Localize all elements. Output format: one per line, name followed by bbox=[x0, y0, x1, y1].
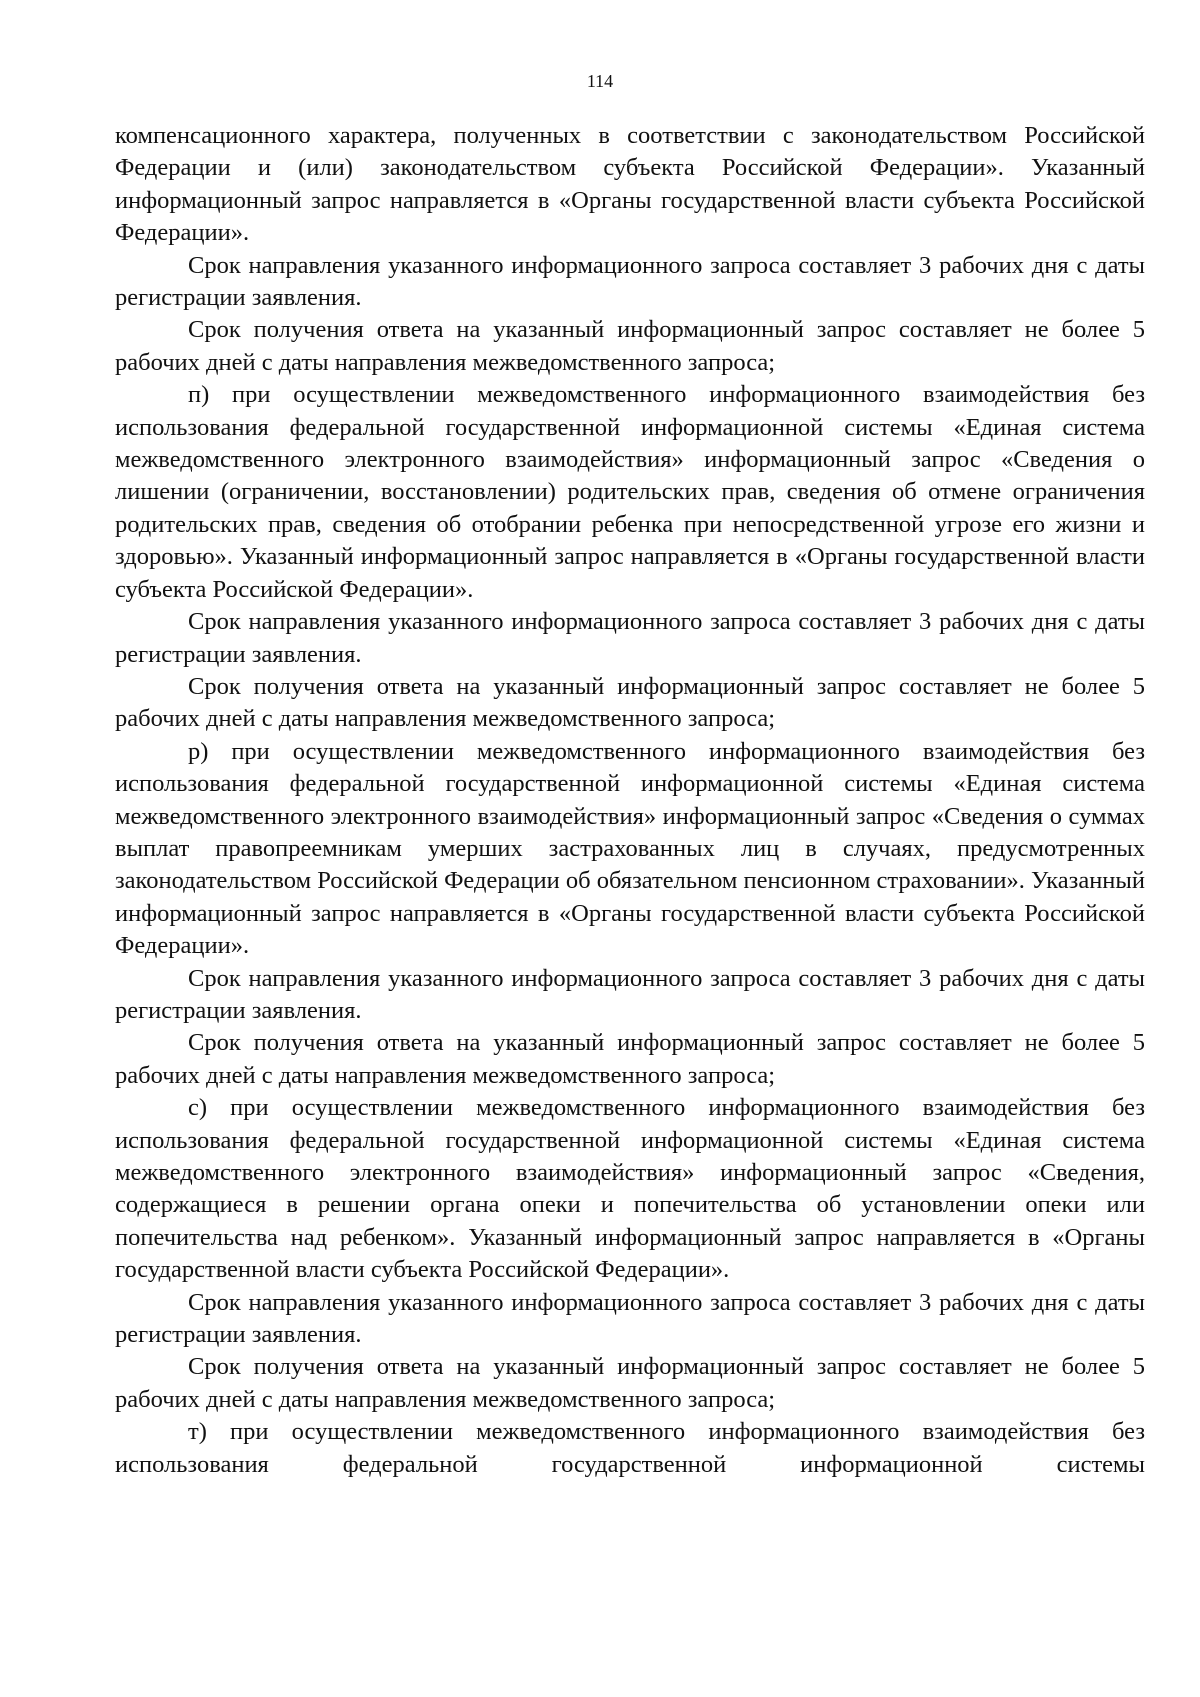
paragraph-p03: Срок получения ответа на указанный информационный запрос составляет не более 5 рабочих дней с даты направления межведомственного запроса; bbox=[115, 316, 1145, 376]
paragraph-p09: Срок получения ответа на указанный информационный запрос составляет не более 5 рабочих дней с даты направления межведомственного запроса; bbox=[115, 1029, 1145, 1089]
paragraph-p06: Срок получения ответа на указанный информационный запрос составляет не более 5 рабочих дней с даты направления межведомственного запроса; bbox=[115, 672, 1145, 733]
paragraph-p07: р) при осуществлении межведомственного информационного взаимодействия без использования федеральной государственной информационной системы «Единая система межведомственного электронного взаимодействия» информационный запрос «Сведения о суммах выплат правопреемникам умерших застрахованных лиц в случаях, предусмотренных законодательством Российской Федерации об обязательном пенсионном страховании». Указанный информационный запрос направляется в «Органы государственной власти субъекта Российской Федерации». bbox=[115, 737, 1145, 960]
paragraph-p12: Срок получения ответа на указанный информационный запрос составляет не более 5 рабочих дней с даты направления межведомственного запроса; bbox=[115, 1353, 1145, 1413]
paragraph-p08: Срок направления указанного информационного запроса составляет 3 рабочих дня с даты регистрации заявления. bbox=[115, 964, 1145, 1024]
paragraph-p01: компенсационного характера, полученных в соответствии с законодательством Российской Федерации и (или) законодательством субъекта Российской Федерации». Указанный информационный запрос направляется в «Органы государственной власти субъекта Российской Федерации». bbox=[115, 122, 1145, 247]
paragraph-p02: Срок направления указанного информационного запроса составляет 3 рабочих дня с даты регистрации заявления. bbox=[115, 251, 1145, 312]
page-number: 114 bbox=[586, 71, 614, 91]
paragraph-p05: Срок направления указанного информационного запроса составляет 3 рабочих дня с даты регистрации заявления. bbox=[115, 608, 1145, 668]
paragraph-p11: Срок направления указанного информационного запроса составляет 3 рабочих дня с даты регистрации заявления. bbox=[115, 1288, 1145, 1349]
paragraph-p10: с) при осуществлении межведомственного информационного взаимодействия без использования федеральной государственной информационной системы «Единая система межведомственного электронного взаимодействия» информационный запрос «Сведения, содержащиеся в решении органа опеки и попечительства об установлении опеки или попечительства над ребенком». Указанный информационный запрос направляется в «Органы государственной власти субъекта Российской Федерации». bbox=[115, 1094, 1145, 1284]
paragraph-p04: п) при осуществлении межведомственного информационного взаимодействия без использования федеральной государственной информационной системы «Единая система межведомственного электронного взаимодействия» информационный запрос «Сведения о лишении (ограничении, восстановлении) родительских прав, сведения об отмене ограничения родительских прав, сведения об отобрании ребенка при непосредственной угрозе его жизни и здоровью». Указанный информационный запрос направляется в «Органы государственной власти субъекта Российской Федерации». bbox=[115, 381, 1145, 603]
document-body bbox=[115, 120, 1145, 1481]
paragraph-p13: т) при осуществлении межведомственного информационного взаимодействия без использования федеральной государственной информационной системы bbox=[115, 1418, 1145, 1478]
